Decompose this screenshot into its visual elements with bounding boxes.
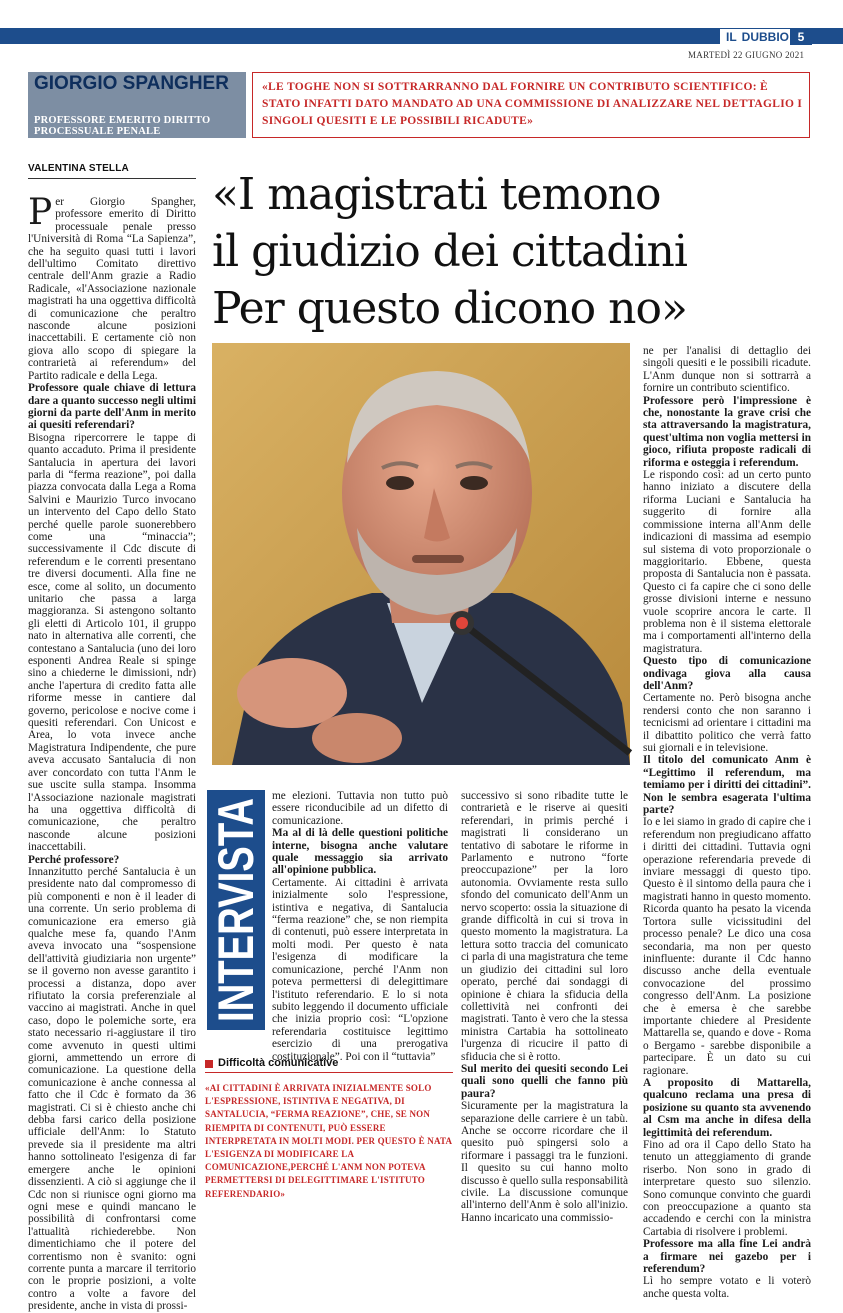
paragraph: Io e lei siamo in grado di capire che i referendum non pregiudicano affatto i diritti dei cittadini. Tuttavia ogni operazione referendaria prevede di inviare messaggi di questo tipo. Questo è il sintomo della paura che i magistrati hanno in questo momento. Ricorda quanto ha pesato la vicenda Tortora sulle vicissitudini del processo penale? Le dico una cosa secondaria, ma non per questo ininfluente: durante il Cdc hanno discusso anche della eventuale convocazione del prossimo congresso dell'Anm. La posizione che è emersa è che sarebbe importante chiedere al Presidente Mattarella se, quando e dove - Roma o Bergamo - sarebbe disponibile a partecipare. È un dato su cui ragionare. [643,816,811,1077]
article-column-2 [272,790,448,1063]
interview-question: Ma al di là delle questioni politiche interne, bisogna anche valutare quale messaggio sia arrivato all'opinione pubblica. [272,827,448,877]
drop-cap: P [28,192,53,233]
paragraph: Certamente. Ai cittadini è arrivata inizialmente solo l'espressione, istintiva e negativa, di Santalucia “ferma reazione” che, se non riempita di contenuti, può essere interpretata in molti modi. Per questo è nata l'esigenza di modificare la comunicazione, perché l'Anm non poteva permettersi di delegittimare l'istituto referendario. E lo si nota subito leggendo il documento ufficiale che inizia proprio così: “L'opzione referendaria costituisce legittimo esercizio di una prerogativa costituzionale”. Poi con il “tuttavia” [272,876,448,1063]
interview-question: Professore quale chiave di lettura dare a quanto successo negli ultimi giorni da parte dell'Anm in merito ai quesiti referendari? [28,382,196,432]
interview-question: Perché professore? [28,853,120,866]
paragraph: Lì ho sempre votato e li voterò anche questa volta. [643,1275,811,1300]
paragraph: ne per l'analisi di dettaglio dei singoli quesiti e le possibili ricadute. L'Anm dunque non si sottrarrà a fornire un contributo scientifico. [643,345,811,395]
interview-label-text: INTERVISTA [208,729,264,1022]
article-column-4 [643,345,811,1300]
paragraph: me elezioni. Tuttavia non tutto può essere riconducibile ad un difetto di comunicazione. [272,790,448,827]
interview-label [207,729,265,1030]
article-column-3 [461,790,628,1224]
section-quote: «AI CITTADINI È ARRIVATA INIZIALMENTE SOLO L'ESPRESSIONE, ISTINTIVA E NEGATIVA, DI SANTALUCIA, “FERMA REAZIONE”, CHE, SE NON RIEMPITA DI CONTENUTI, PUÒ ESSERE INTERPRETATA IN MOLTI MODI. PER QUESTO È NATA L'ESIGENZA DI MODIFICARE LA COMUNICAZIONE,PERCHÉ L'ANM NON POTEVA PERMETTERSI DI DELEGITTIMARE L'ISTITUTO REFERENDARIO» [205,1083,452,1199]
headline [212,166,822,337]
masthead-bar [0,28,843,44]
interview-question: Il titolo del comunicato Anm è “Legittimo il referendum, ma temiamo per i diritti dei cittadini”. Non le sembra esagerata l'ultima parte? [643,754,811,817]
pull-quote: «LE TOGHE NON SI SOTTRARRANNO DAL FORNIRE UN CONTRIBUTO SCIENTIFICO: È STATO INFATTI DATO MANDATO AD UNA COMMISSIONE DI ANALIZZARE NEL DETTAGLIO I SINGOLI QUESITI E LE POSSIBILI RICADUTE» [262,81,803,127]
section-title: Difficoltà comunicative [218,1057,339,1069]
interview-question: Professore però l'impressione è che, nonostante la grave crisi che sta attraversando la magistratura, quest'ultima non voglia mettersi in gioco, rifiuta proposte radicali di riforma e osteggia i referendum. [643,394,811,469]
paragraph: Innanzitutto perché Santalucia è un presidente nato dal compromesso di più componenti e non è il leader di una corrente. Un serio problema di comunicazione era emerso già qualche mese fa, quando l'Anm aveva invocato una “sospensione dell'attività giudiziaria non urgente” se il governo non avesse garantito i processi a distanza, dopo aver rifiutato la corsia preferenziale al vaccino ai magistrati. Anche in quel caso, dopo le polemiche sorte, era stato necessario ri-aggiustare il tiro come avvenuto in questi ultimi giorni, ammettendo un errore di comunicazione. La questione della comunicazione è anche connessa al fatto che il Cdc è formato da 36 magistrati. Ci si è chiesto anche chi debba farsi carico della posizione ufficiale dell'Anm: lo Statuto prevede sia il presidente ma altri hanno sottolineato l'esigenza di far emergere anche le opinioni dissenzienti. A ciò si aggiunge che il Cdc non si riunisce ogni giorno ma ogni mese e quindi mancano le possibilità di confrontarsi come l'attualità richiederebbe. Non dimentichiamo che il potere del correntismo non è svanito: ogni corrente punta a marcare il territorio con le proprie posizioni, a volte contro a volte a favore del presidente, anche in vista di prossi- [28,865,196,1313]
article-column-1 [28,192,196,1313]
paragraph: Fino ad ora il Capo dello Stato ha tenuto un atteggiamento di grande riserbo. Non sono in grado di interpretare questo suo silenzio. Sono comunque convinto che guardi con preoccupazione a quanto sta accadendo e cerchi con la ministra Cartabia di risolvere i problemi. [643,1139,811,1238]
issue-date: MARTEDÌ 22 GIUGNO 2021 [688,50,805,60]
section-marker [205,1060,213,1068]
author-name: GIORGIO SPANGHER [34,73,229,94]
headline-line-2: il giudizio dei cittadini [212,226,687,277]
section-rule [205,1072,453,1073]
paragraph: er Giorgio Spangher, professore emerito di Diritto processuale penale presso l'Università di Roma “La Sapienza”, che ha seguito quasi tutti i lavori dell'ultimo Comitato direttivo centrale dell'Anm grazie a Radio Radicale, «l'Associazione nazionale magistrati ha una oggettiva difficoltà di comunicazione che peraltro nasconde alcune posizioni inaccettabili. E certamente ciò non giova allo scopo di spiegare la contrarietà ai referendum» del Partito radicale e della Lega. [28,196,196,382]
headline-line-1: «I magistrati temono [212,169,661,220]
byline: VALENTINA STELLA [28,163,129,174]
author-title: PROFESSORE EMERITO DIRITTO PROCESSUALE PENALE [34,115,211,137]
paragraph: Le rispondo così: ad un certo punto hanno iniziato a discutere della riforma Luciani e Santalucia ha suggerito di fornire alla commissione interna all'Anm delle indicazioni di massima ad esempio sul sistema di voto proporzionale o maggioritario. Ebbene, questa proposta di Santalucia non è passata. Questo ci fa capire che ci sono delle grosse divisioni interne e nessuno vuole scoprire ancora le carte. Il problema non è il sistema elettorale ma i comportamenti all'interno della magistratura. [643,469,811,655]
interview-question: Professore ma alla fine Lei andrà a firmare nei gazebo per i referendum? [643,1238,811,1276]
interviewee-photo [212,343,630,765]
byline-rule [28,178,196,179]
paragraph: Bisogna ripercorrere le tappe di quanto accaduto. Prima il presidente Santalucia in apertura dei lavori parla di “ferma reazione”, poi dalla piazza convocata dalla Lega a Roma Salvini e Maurizio Turco invocano un intervento del Capo dello Stato perché quelle parole suonerebbero come una “minaccia”; successivamente il Cdc discute di referendum e le correnti presentano tre diversi documenti. Alla fine ne esce, come al solito, un documento unitario che passa a larga maggioranza. Si astengono soltanto gli eletti di Articolo 101, il gruppo nato in alternativa alle correnti, che contestano a Santalucia (uno dei loro esponenti Andrea Reale si spinge sino a chiederne le dimissioni, ndr) anche l'apertura di credito fatta alle riforme messe in cantiere dal governo, pericolose e nocive come i quesiti referendari. Con Unicost e Area, lo vota invece anche Magistratura Indipendente, che pure aveva accusato Santalucia di non aver concordato con tutta l'Anm le sue uscite sulla stampa. Insomma l'Associazione nazionale magistrati ha una oggettiva difficoltà di comunicazione, che peraltro nasconde alcune posizioni inaccettabili. [28,431,196,854]
page-number: 5 [790,29,812,45]
interview-question: Sul merito dei quesiti secondo Lei quali sono quelli che fanno più paura? [461,1062,628,1100]
masthead-logo [720,29,795,45]
masthead-dubbio: DUBBIO [741,30,790,44]
headline-line-3: Per questo dicono no» [212,283,687,334]
masthead-il: IL [726,30,737,44]
interview-question: A proposito di Mattarella, qualcuno reclama una presa di posizione su quanto sta avvenendo al Csm ma anche in difesa della legittimità dei referendum. [643,1076,811,1139]
interview-question: Questo tipo di comunicazione ondivaga giova alla causa dell'Anm? [643,655,811,692]
paragraph: successivo si sono ribadite tutte le contrarietà e le riserve ai quesiti referendari, in primis perché i magistrati li considerano un tentativo di sabotare le riforme in Parlamento e nutrono “forte preoccupazione” per la loro autonomia. Ovviamente resta sullo sfondo del comunicato dell'Anm un nervo scoperto: ossia la situazione di grande difficoltà in cui si trova in questo momento la magistratura. La lettura sotto traccia del comunicato ci parla di una magistratura che teme un giudizio dei cittadini sul loro operato, perché dai sondaggi di opinione è chiara la sfiducia della collettività nei confronti dei magistrati. Tanto è vero che la stessa ministra Cartabia ha sottolineato l'urgenza di ricucire il patto di sfiducia che si è rotto. [461,790,628,1063]
paragraph: Sicuramente per la magistratura la separazione delle carriere è un tabù. Anche se occorre ricordare che il quesito può spingersi solo a riformare i passaggi tra le funzioni. Il quesito su cui hanno molto discusso è quello sulla responsabilità civile. La discussione comunque all'interno dell'Anm è solo all'inizio. Hanno incaricato una commissio- [461,1100,628,1224]
paragraph: Certamente no. Però bisogna anche rendersi conto che non saranno i tecnicismi ad orientare i cittadini ma il dibattito politico che verrà fatto sui giornali e in televisione. [643,692,811,754]
